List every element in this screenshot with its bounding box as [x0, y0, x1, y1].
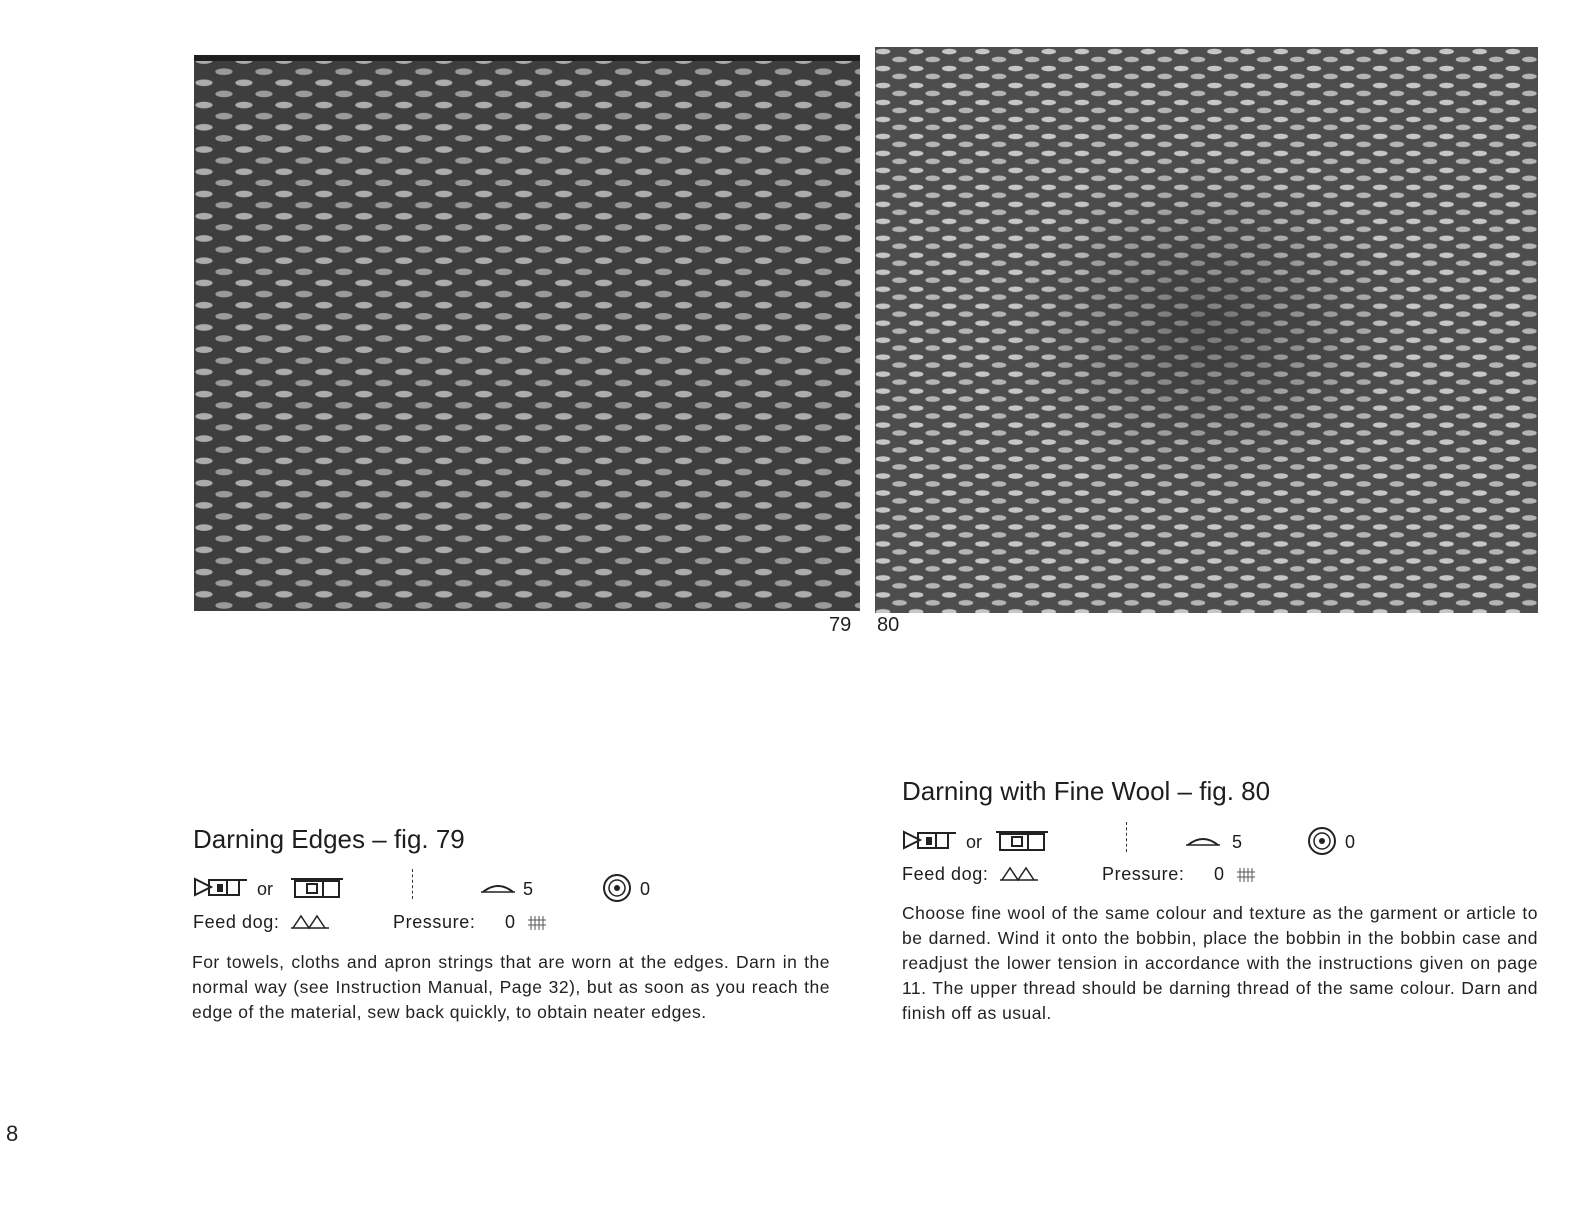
figure-80-number: 80	[877, 614, 900, 636]
figure-79-photo	[194, 55, 860, 611]
figure-79-number: 79	[829, 614, 852, 636]
machine-settings-row	[902, 826, 1422, 856]
pressure-group	[1102, 864, 1256, 885]
section-heading-darning-fine-wool	[902, 776, 1270, 807]
heading-dash: –	[372, 824, 387, 854]
heading-fig-ref: fig. 80	[1199, 776, 1271, 806]
needle-position-mark	[412, 869, 414, 899]
or-word: or	[257, 879, 274, 899]
machine-settings-row	[193, 873, 713, 903]
pressure-label: Pressure:	[393, 912, 476, 932]
embroidery-foot-icon	[289, 875, 345, 901]
feed-dog-label: Feed dog:	[193, 912, 280, 932]
feed-dog-lowered-icon	[291, 914, 329, 930]
figure-80-photo	[875, 47, 1538, 613]
heading-text: Darning Edges	[193, 824, 365, 854]
pressure-icon	[527, 915, 547, 931]
feed-dog-label: Feed dog:	[902, 864, 989, 884]
stitch-length-value: 5	[1232, 832, 1243, 852]
section-heading-darning-edges	[193, 824, 465, 855]
pressure-label: Pressure:	[1102, 864, 1185, 884]
embroidery-foot-icon	[994, 828, 1050, 854]
pressure-value: 0	[505, 912, 516, 932]
fabric-texture-80	[875, 47, 1538, 613]
or-word: or	[966, 832, 983, 852]
section-body-darning-fine-wool: Choose fine wool of the same colour and texture as the garment or article to be darned. Wind it onto the bobbin, place the bobbin in the bobbin case and readjust the lower tension in accordance with the instructions given on page 11. The upper thread should be darning thread of the same colour. Darn and finish off as usual.	[902, 903, 1538, 1023]
tension-value: 0	[1345, 832, 1356, 852]
feed-dog-pressure-row	[193, 912, 516, 933]
feed-dog-pressure-row	[902, 864, 1225, 885]
section-body-darning-edges: For towels, cloths and apron strings that are worn at the edges. Darn in the normal way (see Instruction Manual, Page 32), but as soon as you reach the edge of the material, sew back quickly, to obtain neater edges.	[192, 952, 830, 1022]
tension-dial-icon	[1307, 826, 1337, 856]
fabric-edge-band	[194, 55, 860, 61]
heading-text: Darning with Fine Wool	[902, 776, 1171, 806]
stitch-length-value: 5	[523, 879, 534, 899]
pressure-group	[393, 912, 547, 933]
stitch-length-icon	[1186, 836, 1220, 846]
darning-foot-icon	[902, 828, 958, 854]
fabric-texture-79	[194, 55, 860, 611]
darning-foot-icon	[193, 875, 249, 901]
tension-value: 0	[640, 879, 651, 899]
needle-position-mark	[1126, 822, 1128, 852]
pressure-icon	[1236, 867, 1256, 883]
heading-dash: –	[1177, 776, 1193, 806]
stitch-length-icon	[481, 883, 515, 893]
feed-dog-lowered-icon	[1000, 866, 1038, 882]
pressure-value: 0	[1214, 864, 1225, 884]
heading-fig-ref: fig. 79	[393, 824, 465, 854]
page-number: 8	[6, 1121, 19, 1146]
tension-dial-icon	[602, 873, 632, 903]
